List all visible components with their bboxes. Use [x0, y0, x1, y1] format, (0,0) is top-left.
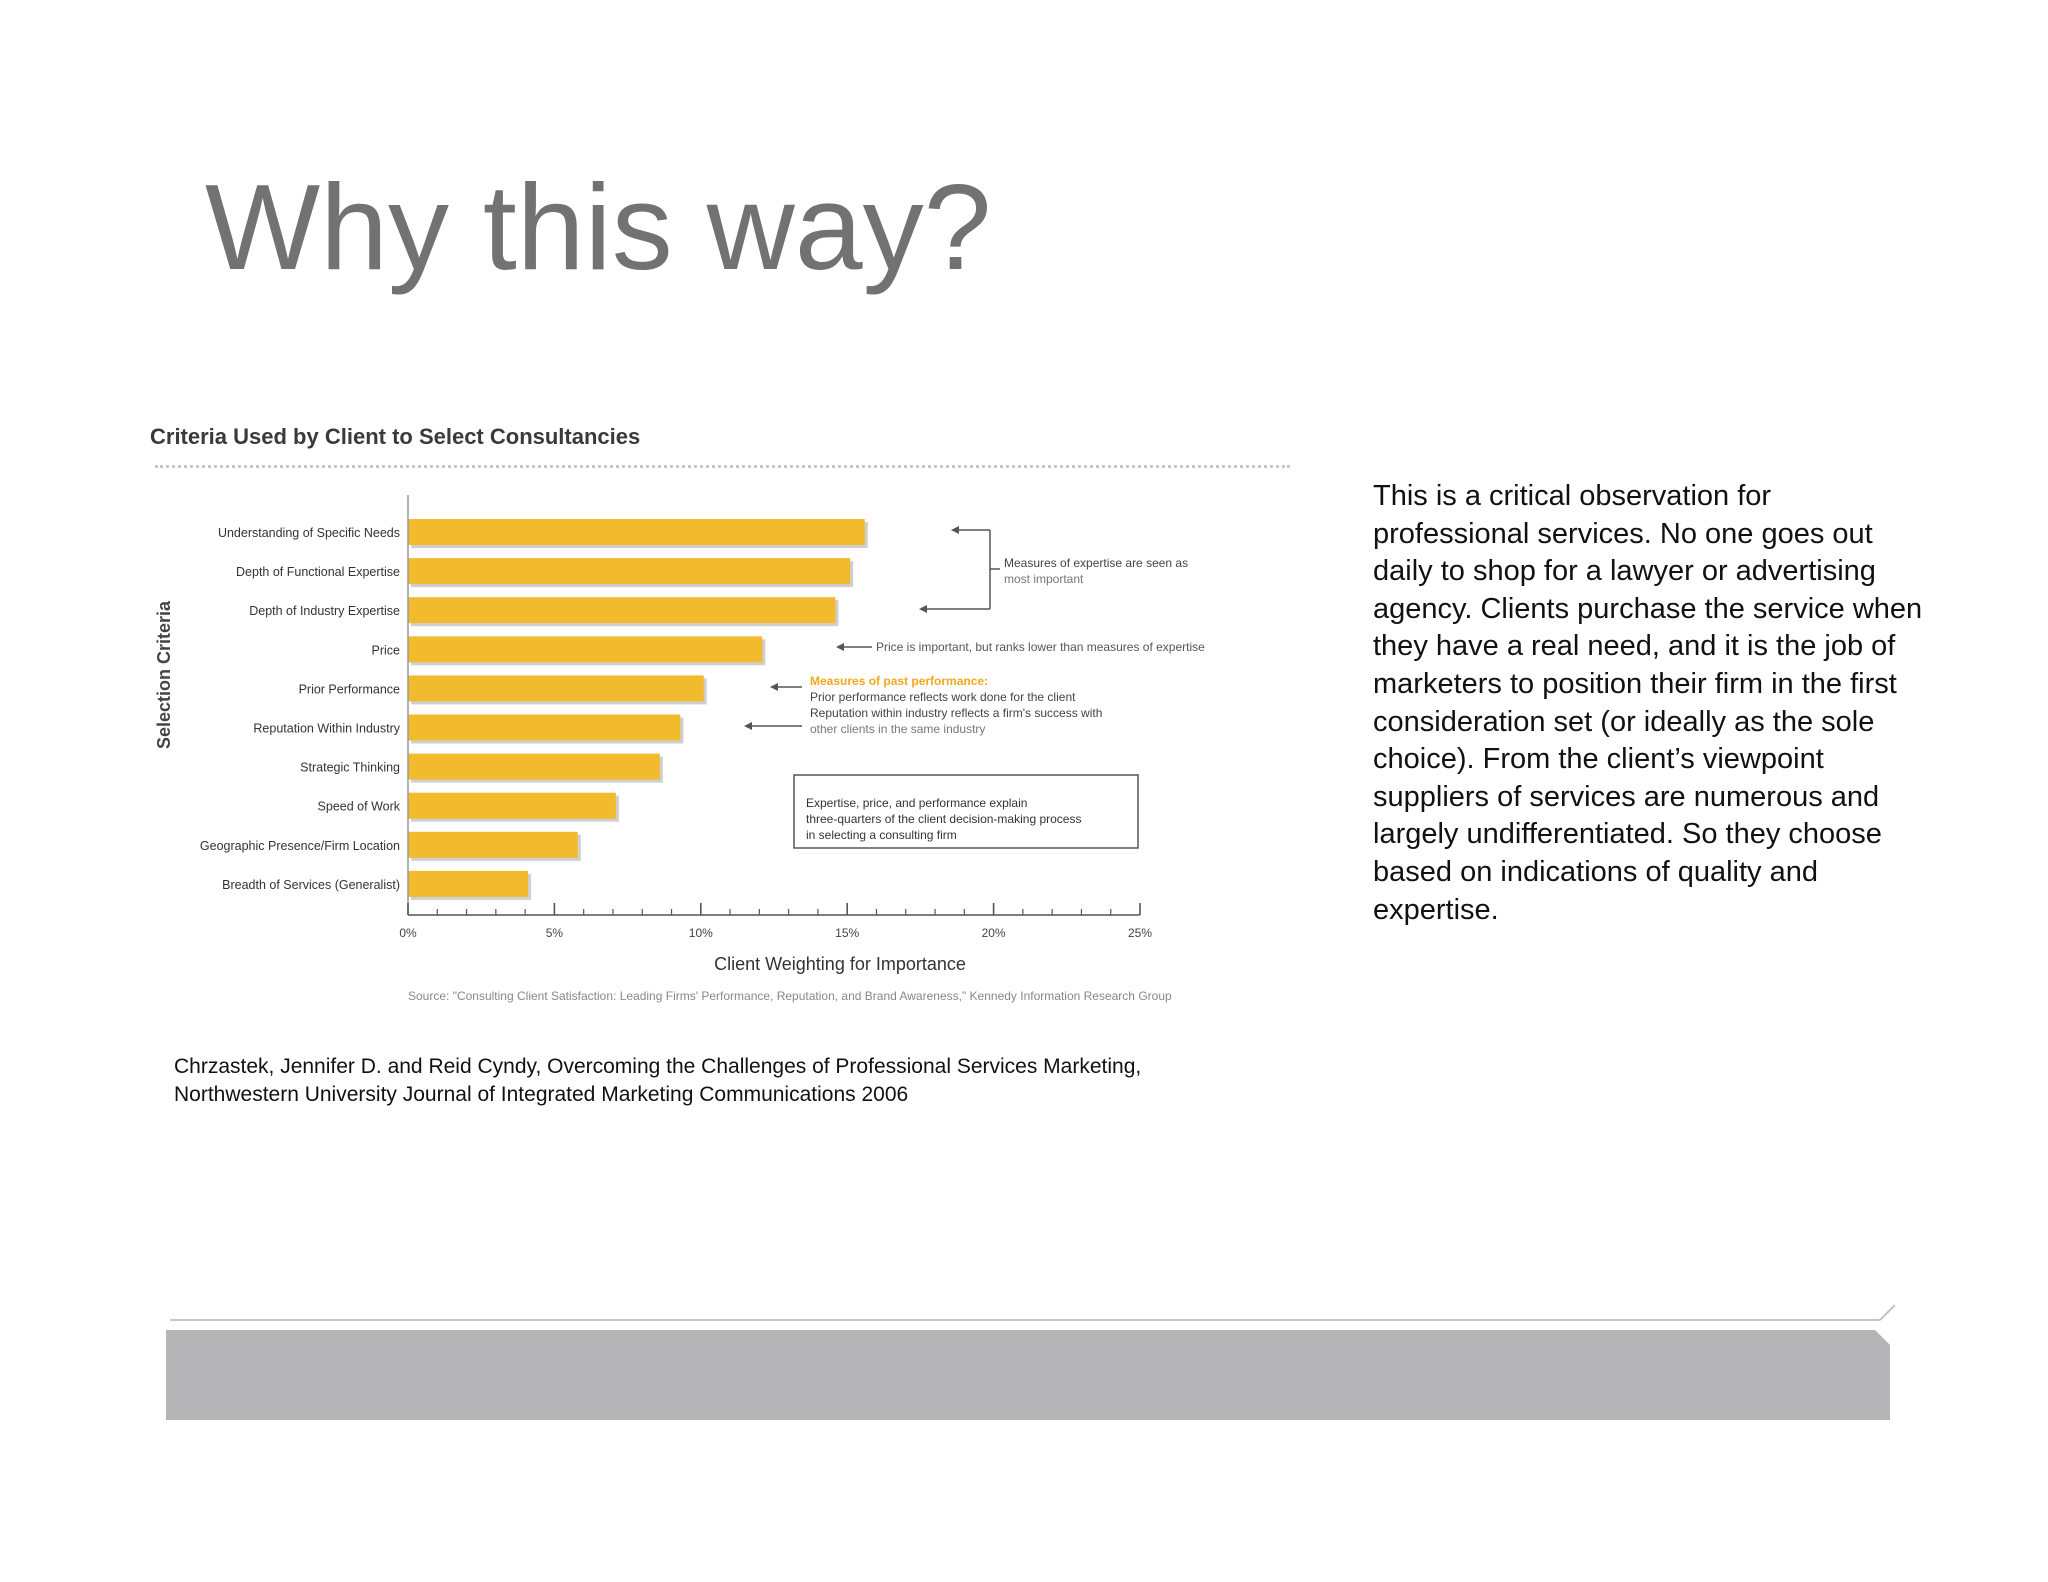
annotation-past-line1: Prior performance reflects work done for the client [810, 690, 1076, 704]
bar [408, 636, 762, 662]
category-label: Reputation Within Industry [253, 721, 400, 736]
expertise-arrow-bottom [919, 605, 927, 613]
prior-performance-arrow-head [770, 683, 778, 691]
bar [408, 832, 578, 858]
citation-line-2: Northwestern University Journal of Integrated Marketing Communications 2006 [174, 1083, 909, 1106]
footer-band [166, 1330, 1890, 1420]
annotation-past-line2: Reputation within industry reflects a firm's success with [810, 706, 1103, 720]
x-tick-label: 5% [545, 926, 564, 940]
chart-source: Source: "Consulting Client Satisfaction: Leading Firms' Performance, Reputation, and Brand Awareness," Kennedy Information Research Group [408, 989, 1172, 1003]
category-label: Speed of Work [317, 799, 400, 814]
category-label: Price [371, 643, 400, 658]
x-tick-label: 10% [688, 926, 713, 940]
category-label: Depth of Functional Expertise [236, 565, 400, 580]
category-label: Geographic Presence/Firm Location [199, 838, 400, 853]
chart-title-divider [155, 465, 1290, 468]
bar [408, 675, 704, 701]
category-labels-layer [200, 526, 401, 892]
citation [174, 1053, 1324, 1109]
x-tick-label: 0% [399, 926, 417, 940]
category-label: Strategic Thinking [300, 760, 400, 775]
y-axis-label: Selection Criteria [154, 600, 174, 750]
category-label: Breadth of Services (Generalist) [222, 877, 400, 892]
category-label: Depth of Industry Expertise [249, 604, 400, 619]
annotation-price: Price is important, but ranks lower than measures of expertise [876, 640, 1205, 654]
category-label: Prior Performance [298, 682, 400, 697]
annotation-box-line2: three-quarters of the client decision-making process [806, 812, 1082, 826]
x-tick-label: 20% [981, 926, 1006, 940]
annotation-box-line3: in selecting a consulting firm [806, 828, 957, 842]
bar-chart [140, 475, 1300, 1015]
bar [408, 754, 660, 780]
reputation-arrow-head [744, 722, 752, 730]
bar [408, 715, 680, 741]
bar [408, 597, 835, 623]
x-tick-label: 15% [835, 926, 860, 940]
expertise-arrow-top [951, 526, 959, 534]
slide-title: Why this way? [205, 159, 992, 295]
bar [408, 793, 616, 819]
expertise-bracket [921, 530, 1000, 609]
observation-text: This is a critical observation for professional services. No one goes out daily to shop for a lawyer or advertising agency. Clients purchase the service when they have a real need, and it is the job of marketers to position their firm in the first consideration set (or ideally as the sole choice). From the client’s viewpoint suppliers of services are numerous and largely undifferentiated. So they choose based on indications of quality and expertise. [1373, 480, 1923, 926]
footer-rule-tick [1880, 1305, 1895, 1320]
footer-decoration [0, 1290, 2048, 1440]
bar [408, 519, 865, 545]
annotation-past-heading: Measures of past performance: [810, 674, 989, 688]
citation-line-1: Chrzastek, Jennifer D. and Reid Cyndy, Overcoming the Challenges of Professional Services Marketing, [174, 1055, 1142, 1078]
annotation-past-line3: other clients in the same industry [810, 722, 986, 736]
bar [408, 558, 850, 584]
category-label: Understanding of Specific Needs [217, 526, 400, 540]
bar [408, 871, 528, 897]
annotation-box-line1: Expertise, price, and performance explain [806, 796, 1028, 810]
annotation-expertise-line1: Measures of expertise are seen as [1004, 556, 1189, 570]
price-arrow-head [836, 643, 844, 651]
x-axis-label: Client Weighting for Importance [714, 954, 966, 974]
x-tick-label: 25% [1127, 926, 1153, 940]
annotation-expertise-line2: most important [1004, 572, 1084, 586]
chart-title: Criteria Used by Client to Select Consultancies [150, 424, 641, 449]
